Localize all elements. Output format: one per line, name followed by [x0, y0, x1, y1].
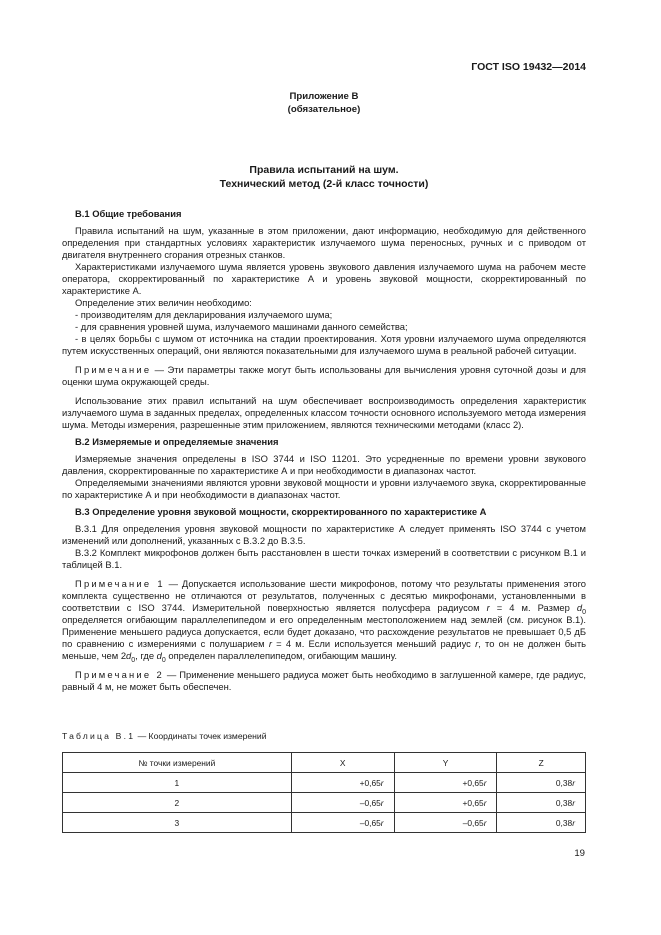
table-row: [63, 773, 586, 793]
document-body: [62, 208, 586, 693]
value: 0,38: [555, 817, 573, 828]
unit: r: [380, 817, 384, 828]
paragraph: Использование этих правил испытаний на шум обеспечивает воспроизводимость определения характеристик излучаемого шума в заданных пределах, определенных классом точности основного используемого метода измерения шума. Методы измерения, разрешенные этим приложением, являются техническими методами (класс 2).: [62, 395, 586, 430]
note-label: Примечание 1: [75, 578, 165, 589]
unit: r: [483, 817, 487, 828]
note-label: Примечание: [75, 364, 152, 375]
table-cell: 3: [63, 813, 292, 833]
table-cell: [394, 793, 497, 813]
section-b1-heading: В.1 Общие требования: [75, 208, 182, 219]
paragraph: Характеристиками излучаемого шума является уровень звукового давления излучаемого шума на рабочем месте оператора, скорректированный по характеристике А и уровень звуковой мощности, скорректированный по характеристике А.: [62, 261, 586, 296]
list-item: - в целях борьбы с шумом от источника на стадии проектирования. Хотя уровни излучаемого шума определяются путем искусственных операций, они являются показательными для излучаемого шума в реальной рабочей ситуации.: [62, 333, 586, 356]
var-r: r: [268, 638, 272, 649]
note-text: — Допускается использование шести микрофонов, потому что результаты применения этого комплекта существенно не отличаются от результатов, полученных с десятью микрофонами, установленными в соответствии с ISO 3744. Измерительной поверхностью является полусфера радиусом: [62, 578, 586, 613]
value: –0,65: [462, 817, 484, 828]
note-text: определен параллелепипедом, огибающим машину.: [165, 650, 397, 661]
unit: r: [572, 817, 575, 828]
table-row: [63, 793, 586, 813]
table-cell: 1: [63, 773, 292, 793]
annex-heading: [62, 90, 586, 116]
note-text: , где: [135, 650, 157, 661]
list-item: - производителям для декларирования излучаемого шума;: [75, 309, 333, 320]
note-label: Примечание 2: [75, 669, 164, 680]
section-b2-heading: В.2 Измеряемые и определяемые значения: [75, 436, 279, 447]
note-1: [62, 578, 586, 662]
column-header: Y: [394, 753, 497, 773]
var-r: r: [475, 638, 479, 649]
note-text: — Эти параметры также могут быть использованы для вычисления уровня суточной дозы и для оценки шума окружающей среды.: [62, 364, 586, 387]
table-cell: [497, 793, 586, 813]
subscript: 0: [131, 656, 136, 664]
unit: r: [572, 777, 575, 788]
list-item: - для сравнения уровней шума, излучаемого машинами данного семейства;: [75, 321, 408, 332]
value: 0,38: [555, 777, 573, 788]
table-cell: [291, 773, 394, 793]
title-line-1: Правила испытаний на шум.: [249, 164, 399, 176]
paragraph: В.3.1 Для определения уровня звуковой мощности по характеристике А следует применять ISO 3744 с учетом изменений или дополнений, указанных с В.3.2 до В.3.5.: [62, 523, 586, 546]
table-caption: [62, 731, 267, 741]
column-header: X: [291, 753, 394, 773]
paragraph: Определение этих величин необходимо:: [75, 297, 252, 308]
unit: r: [572, 797, 575, 808]
var-d: d: [576, 602, 583, 613]
note: [62, 364, 586, 388]
table-cell: 2: [63, 793, 292, 813]
caption-label: Таблица В.1: [62, 731, 136, 741]
caption-text: — Координаты точек измерений: [135, 731, 267, 741]
unit: r: [380, 797, 384, 808]
var-r: r: [486, 602, 490, 613]
paragraph: Правила испытаний на шум, указанные в этом приложении, дают информацию, необходимую для действенного определения при стандартных условиях характеристик излучаемого шума переносных, ручных и с приводом от двигателя внутреннего сгорания отрезных станков.: [62, 225, 586, 260]
document-header: ГОСТ ISO 19432—2014: [471, 61, 586, 73]
column-header: № точки измерений: [63, 753, 292, 773]
table-cell: [497, 813, 586, 833]
note-text: определяется огибающим параллелепипедом и его определенным местоположением над землей (см. рисунок В.1). Применение меньшего радиуса допускается, если будет доказано, что расхождение результатов не превышает 0,5 дБ по сравнению с измерениями с полушарием: [62, 614, 586, 649]
value: –0,65: [359, 797, 381, 808]
annex-title: [62, 164, 586, 191]
note-text: — Применение меньшего радиуса может быть необходимо в заглушенной камере, где радиус, равный 4 м, не может быть обеспечен.: [62, 669, 586, 692]
value: +0,65: [359, 777, 381, 788]
page-number: 19: [574, 848, 585, 859]
table-cell: [291, 813, 394, 833]
annex-status: (обязательное): [287, 104, 361, 115]
value: 0,38: [555, 797, 573, 808]
value: +0,65: [462, 777, 484, 788]
coordinates-table: [62, 752, 586, 833]
column-header: Z: [497, 753, 586, 773]
paragraph: Измеряемые значения определены в ISO 3744 и ISO 11201. Это усредненные по времени уровни звукового давления, скорректированные по характеристике А и при необходимости в диапазонах частот.: [62, 453, 586, 476]
section-b3-heading: В.3 Определение уровня звуковой мощности, скорректированного по характеристике А: [75, 506, 487, 517]
var-d: d: [156, 650, 162, 661]
table-cell: [497, 773, 586, 793]
unit: r: [483, 777, 487, 788]
value: +0,65: [462, 797, 484, 808]
note-text: = 4 м. Размер: [489, 602, 577, 613]
note-text: , то он не должен быть меньше, чем 2: [62, 638, 587, 661]
paragraph: В.3.2 Комплект микрофонов должен быть расстановлен в шести точках измерений в соответствии с рисунком В.1 и таблицей В.1.: [62, 547, 586, 570]
table-row: [63, 813, 586, 833]
table-cell: [394, 773, 497, 793]
paragraph: Определяемыми значениями являются уровни звуковой мощности и уровни излучаемого звука, скорректированные по характеристике А и при необходимости в диапазонах частот.: [62, 477, 586, 500]
note-text: = 4 м. Если используется меньший радиус: [271, 638, 476, 649]
table-cell: [291, 793, 394, 813]
var-d: d: [126, 650, 132, 661]
subscript: 0: [161, 656, 166, 664]
table-header-row: [63, 753, 586, 773]
title-line-2: Технический метод (2-й класс точности): [219, 177, 429, 190]
annex-label: Приложение В: [289, 91, 359, 102]
subscript: 0: [582, 608, 586, 616]
value: –0,65: [359, 817, 381, 828]
unit: r: [380, 777, 384, 788]
note-2: [62, 669, 586, 693]
unit: r: [483, 797, 487, 808]
table-cell: [394, 813, 497, 833]
